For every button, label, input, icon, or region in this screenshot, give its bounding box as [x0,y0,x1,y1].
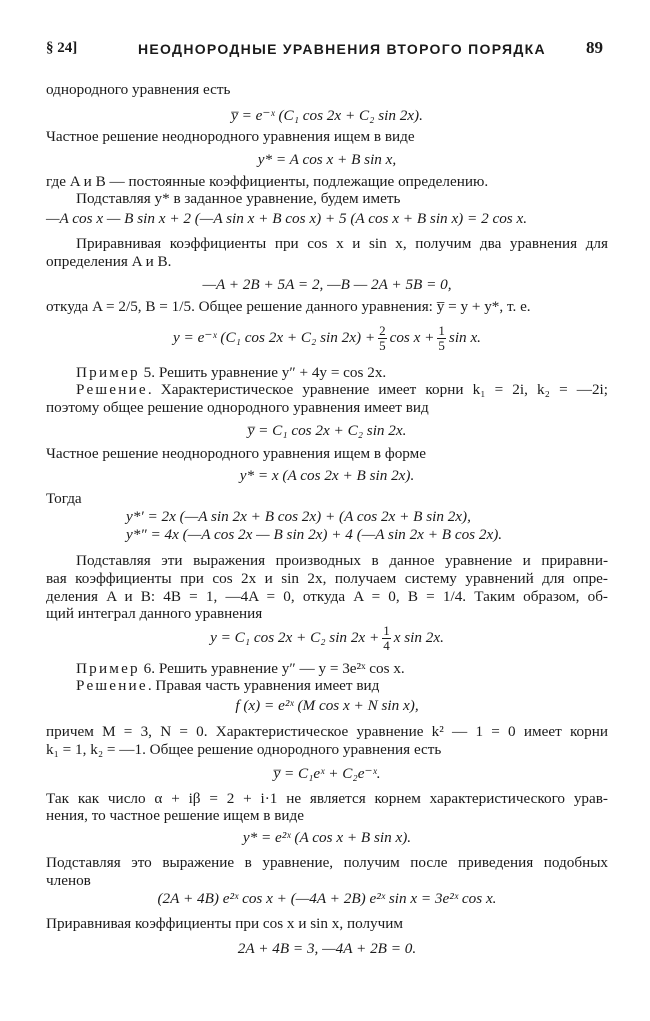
equation: y̅ = C₁eˣ + C₂e⁻ˣ. [273,765,381,782]
text-line: поэтому общее решение однородного уравнения имеет вид [46,399,429,416]
text-line: щий интеграл данного уравнения [46,605,263,622]
equation: y*′ = 2x (—A sin 2x + B cos 2x) + (A cos 2x + B sin 2x), [126,508,471,525]
text-line: откуда A = 2/5, B = 1/5. Общее решение данного уравнения: y̅ = y + y*, т. е. [46,298,531,315]
equation: (2A + 4B) e²ˣ cos x + (—4A + 2B) e²ˣ sin x = 3e²ˣ cos x. [157,890,497,907]
equation: y*″ = 4x (—A cos 2x — B sin 2x) + 4 (—A sin 2x + B cos 2x). [126,526,503,543]
text-line: вая коэффициенты при cos 2x и sin 2x, получаем систему уравнений для опре- [46,570,608,587]
equation: —A cos x — B sin x + 2 (—A sin x + B cos x) + 5 (A cos x + B sin x) = 2 cos x. [46,210,528,227]
text-line: k₁ = 1, k₂ = —1. Общее решение однородного уравнения есть [46,741,442,758]
equation: y̅ = e⁻ˣ (C₁ cos 2x + C₂ sin 2x). [231,107,423,124]
text-line: Частное решение неоднородного уравнения ищем в форме [46,445,427,462]
text-line: причем M = 3, N = 0. Характеристическое уравнение k² — 1 = 0 имеет корни [46,723,608,740]
equation: y* = e²ˣ (A cos x + B sin x). [242,829,412,846]
running-title: НЕОДНОРОДНЫЕ УРАВНЕНИЯ ВТОРОГО ПОРЯДКА [138,41,546,57]
text-line: Подставляя эти выражения производных в данное уравнение и приравни- [76,552,608,569]
text-line: Пример 5. Решить уравнение y″ + 4y = cos 2x. [76,364,387,381]
general-integral-equation: y = C₁ cos 2x + C₂ sin 2x + $\frac{1}{4}$ x sin 2x. [210,623,444,654]
text-line: Приравнивая коэффициенты при cos x и sin x, получим [46,915,404,932]
text-line: Решение. Правая часть уравнения имеет вид [76,677,380,694]
equation: y* = A cos x + B sin x, [257,151,397,168]
text-line: Подставляя это выражение в уравнение, получим после приведения подобных [46,854,608,871]
text-line: определения A и B. [46,253,172,270]
equation: y* = x (A cos 2x + B sin 2x). [239,467,415,484]
equation: —A + 2B + 5A = 2, —B — 2A + 5B = 0, [202,276,452,293]
text-line: Решение. Характеристическое уравнение имеет корни k₁ = 2i, k₂ = —2i; [76,381,608,398]
fraction-two-fifths: $\frac{2}{5}$ [379,323,386,354]
text-line: Так как число α + iβ = 2 + i·1 не является корнем характеристического урав- [46,790,608,807]
equation: f (x) = e²ˣ (M cos x + N sin x), [235,697,419,714]
text-line: однородного уравнения есть [46,81,231,98]
text-line: Тогда [46,490,82,507]
text-line: Приравнивая коэффициенты при cos x и sin x, получим два уравнения для [76,235,608,252]
page-number: 89 [586,38,603,57]
section-number: § 24] [46,40,78,56]
equation: y̅ = C₁ cos 2x + C₂ sin 2x. [247,422,407,439]
text-line: членов [46,872,91,889]
text-line: нения, то частное решение ищем в виде [46,807,305,824]
text-line: Частное решение неоднородного уравнения ищем в виде [46,128,415,145]
text-line: Пример 6. Решить уравнение y″ — y = 3e²ˣ cos x. [76,660,405,677]
fraction-one-quarter: $\frac{1}{4}$ [383,623,390,654]
text-line: где A и B — постоянные коэффициенты, подлежащие определению. [46,173,489,190]
general-solution-equation: y = e⁻ˣ (C₁ cos 2x + C₂ sin 2x) + $\frac{2}{5}$ cos x + $\frac{1}{5}$ sin x. [173,323,481,354]
text-line: деления A и B: 4B = 1, —4A = 0, откуда A = 0, B = 1/4. Таким образом, об- [46,588,608,605]
text-line: Подставляя y* в заданное уравнение, будем иметь [76,190,401,207]
equation: 2A + 4B = 3, —4A + 2B = 0. [237,940,417,957]
fraction-one-fifth: $\frac{1}{5}$ [438,323,445,354]
